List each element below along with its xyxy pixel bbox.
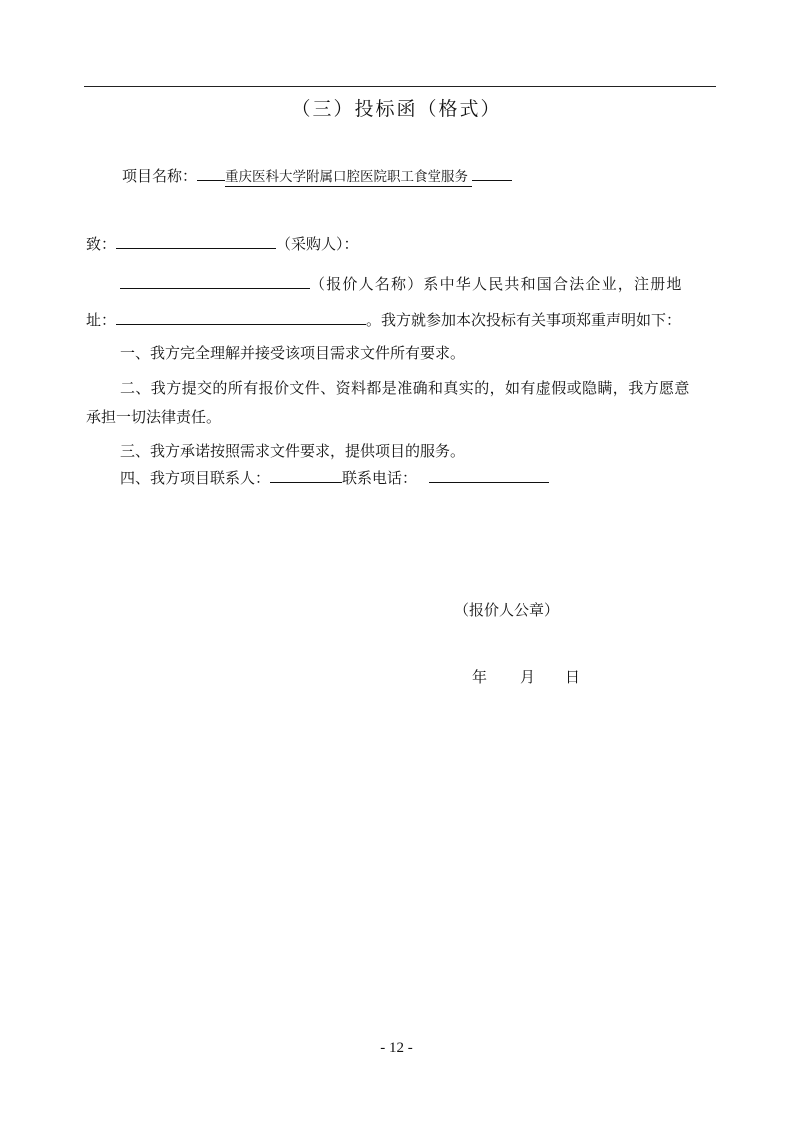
page-number: - 12 -	[380, 1040, 413, 1056]
address-blank[interactable]	[116, 309, 366, 325]
address-prefix: 址：	[86, 311, 117, 329]
statement-item-4	[120, 467, 549, 488]
contact-phone-label: 联系电话：	[342, 469, 418, 487]
date-day: 日	[565, 668, 581, 686]
bidder-name-blank[interactable]	[120, 273, 310, 289]
bidder-seal-label: （报价人公章）	[454, 601, 560, 619]
contact-phone-blank[interactable]	[429, 467, 549, 483]
date-line	[472, 667, 580, 687]
statement-item-3: 三、我方承诺按照需求文件要求，提供项目的服务。	[120, 442, 466, 460]
contact-person-blank[interactable]	[270, 467, 342, 483]
document-title: （三）投标函（格式）	[291, 98, 502, 120]
statement-item-1: 一、我方完全理解并接受该项目需求文件所有要求。	[120, 344, 466, 362]
addressee-line	[86, 233, 359, 254]
statement-item-2-line-2: 承担一切法律责任。	[86, 408, 222, 426]
address-suffix: 。我方就参加本次投标有关事项郑重声明如下：	[366, 311, 682, 329]
addressee-suffix: （采购人）：	[276, 235, 359, 253]
bidder-name-text: （报价人名称）系中华人民共和国合法企业，注册地	[310, 275, 683, 293]
header-rule	[84, 86, 716, 87]
purchaser-blank[interactable]	[116, 233, 276, 249]
date-year: 年	[472, 668, 488, 686]
project-name-label: 项目名称：	[122, 167, 198, 185]
address-line	[86, 309, 681, 330]
statement-item-2-line-1: 二、我方提交的所有报价文件、资料都是准确和真实的，如有虚假或隐瞒，我方愿意	[120, 379, 690, 397]
date-month: 月	[520, 668, 536, 686]
project-name-line	[122, 165, 512, 187]
bidder-name-line	[120, 273, 683, 294]
project-name-value: 重庆医科大学附属口腔医院职工食堂服务	[225, 169, 472, 187]
addressee-prefix: 致：	[86, 235, 117, 253]
contact-person-label: 四、我方项目联系人：	[120, 469, 271, 487]
